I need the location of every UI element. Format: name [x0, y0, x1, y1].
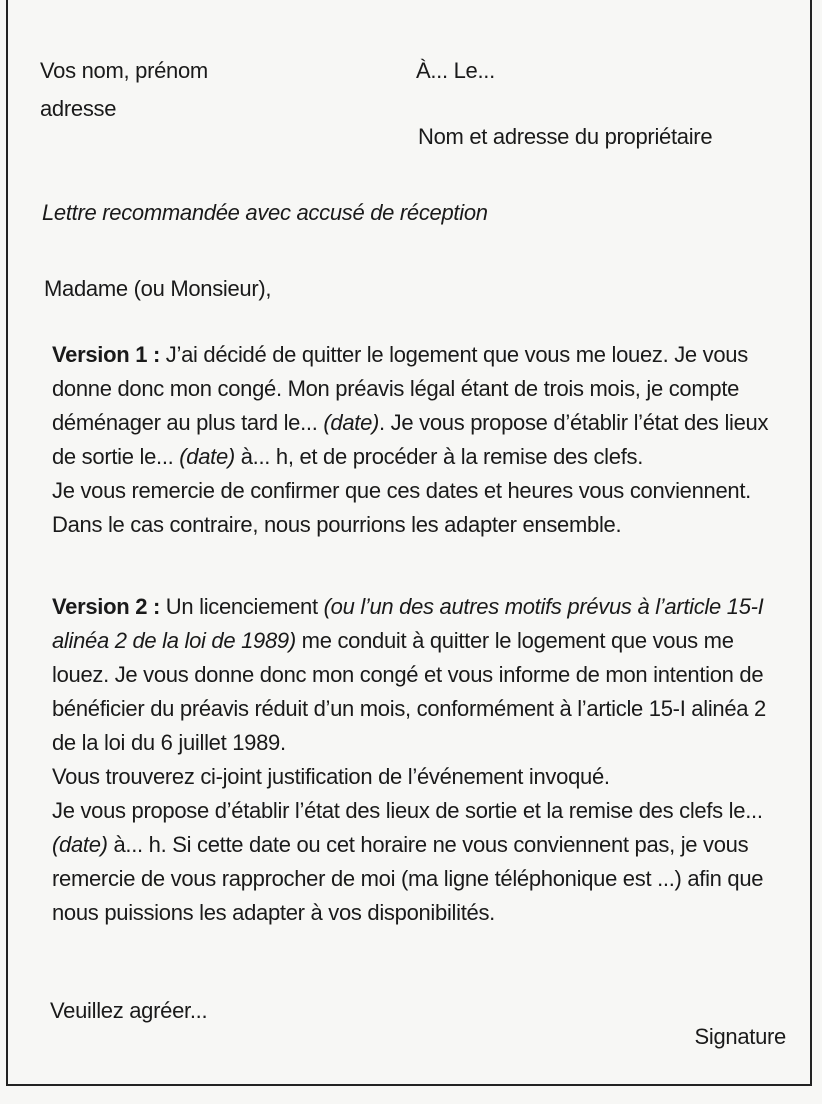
closing: Veuillez agréer... [50, 998, 208, 1023]
place-date: À... Le... [416, 58, 495, 83]
version2-line: alinéa 2 de la loi de 1989) me conduit à quitter le logement que vous me [52, 628, 734, 653]
version2-line: bénéficier du préavis réduit d’un mois, conformément à l’article 15-I alinéa 2 [52, 696, 766, 721]
version1-line: déménager au plus tard le... (date). Je vous propose d’établir l’état des lieux [52, 410, 769, 435]
recipient: Nom et adresse du propriétaire [418, 124, 713, 149]
version2-line: Version 2 : Un licenciement (ou l’un des autres motifs prévus à l’article 15-I [52, 594, 764, 619]
version1-line: de sortie le... (date) à... h, et de procéder à la remise des clefs. [52, 444, 644, 469]
version1-line: donne donc mon congé. Mon préavis légal étant de trois mois, je compte [52, 376, 740, 401]
version2-line: (date) à... h. Si cette date ou cet horaire ne vous conviennent pas, je vous [52, 832, 749, 857]
version2-label: Version 2 : [52, 594, 160, 619]
version1-label: Version 1 : [52, 342, 160, 367]
version2-line: Vous trouverez ci-joint justification de l’événement invoqué. [52, 764, 610, 789]
sender-name-line: Vos nom, prénom [40, 58, 208, 83]
version2-line: louez. Je vous donne donc mon congé et vous informe de mon intention de [52, 662, 764, 687]
signature: Signature [694, 1024, 786, 1049]
version1-line: Version 1 : J’ai décidé de quitter le logement que vous me louez. Je vous [52, 342, 748, 367]
letter-body [8, 0, 810, 1084]
version2-paragraph [52, 590, 794, 930]
delivery-mode: Lettre recommandée avec accusé de réception [42, 200, 488, 225]
version2-line: Je vous propose d’établir l’état des lieux de sortie et la remise des clefs le... [52, 798, 763, 823]
version1-paragraph [52, 338, 794, 542]
version2-line: de la loi du 6 juillet 1989. [52, 730, 286, 755]
letter-frame [6, 0, 812, 1086]
sender-address-line: adresse [40, 96, 117, 121]
salutation: Madame (ou Monsieur), [44, 276, 272, 301]
version2-line: nous puissions les adapter à vos disponibilités. [52, 900, 495, 925]
version1-line: Je vous remercie de confirmer que ces dates et heures vous conviennent. [52, 478, 751, 503]
version2-line: remercie de vous rapprocher de moi (ma ligne téléphonique est ...) afin que [52, 866, 764, 891]
version1-line: Dans le cas contraire, nous pourrions les adapter ensemble. [52, 512, 622, 537]
